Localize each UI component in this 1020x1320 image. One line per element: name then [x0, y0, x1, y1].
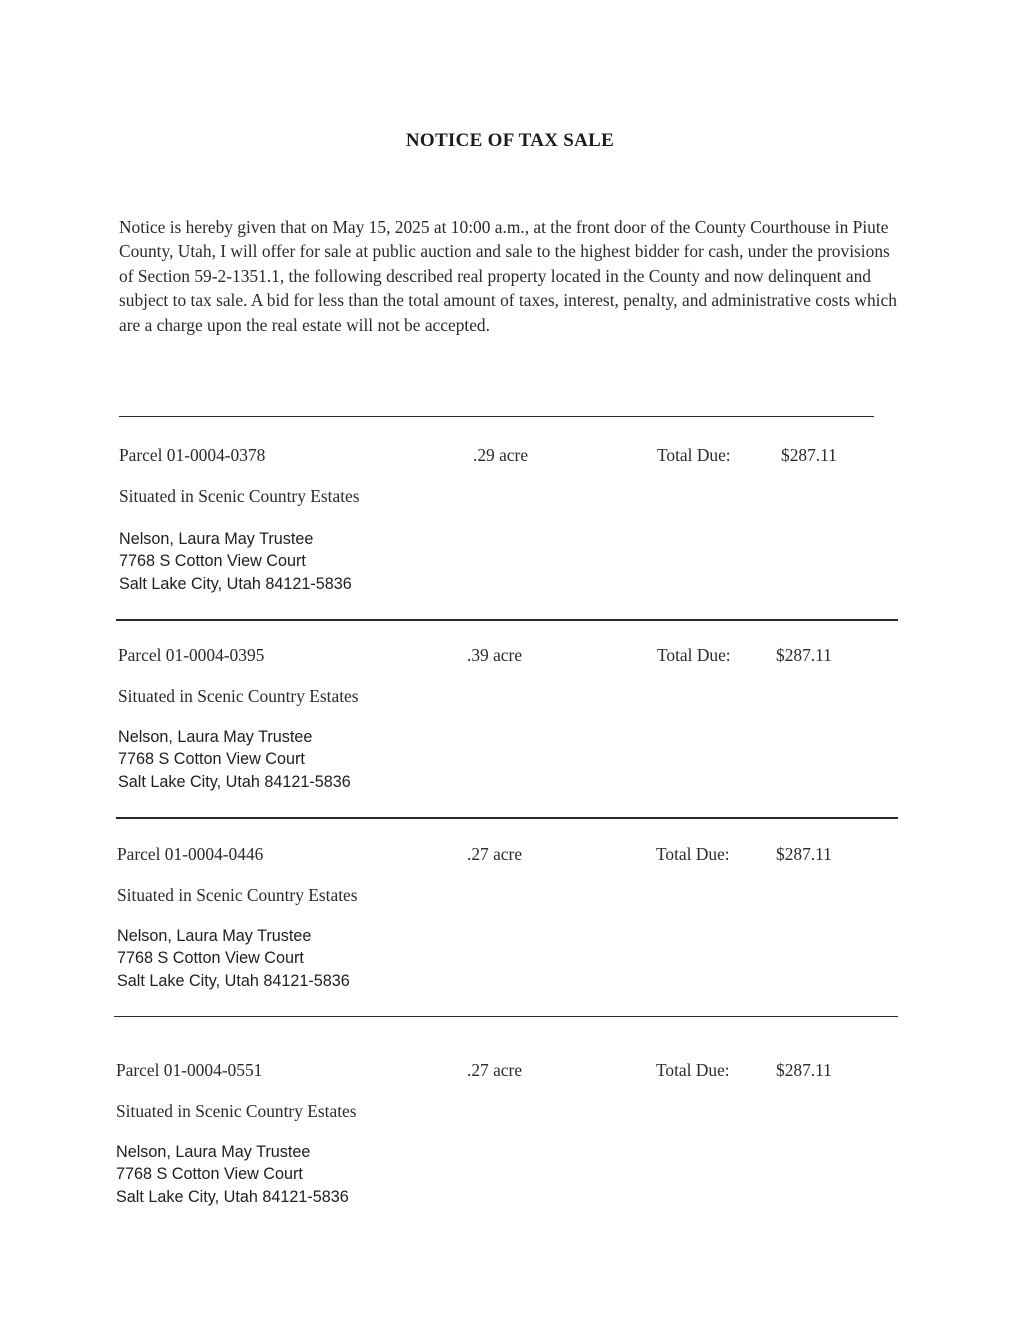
owner-address — [117, 925, 350, 992]
divider — [114, 1016, 898, 1017]
parcel-entry — [119, 445, 919, 605]
parcel-situated: Situated in Scenic Country Estates — [118, 686, 359, 706]
parcel-acreage: .27 acre — [467, 1060, 523, 1080]
divider — [116, 619, 898, 621]
parcel-number: Parcel 01-0004-0395 — [118, 645, 265, 665]
parcel-entry — [118, 645, 918, 805]
owner-street: 7768 S Cotton View Court — [116, 1165, 303, 1184]
parcel-situated: Situated in Scenic Country Estates — [117, 885, 358, 905]
total-due-label: Total Due: — [656, 1060, 730, 1080]
owner-address — [119, 528, 352, 595]
total-due-label: Total Due: — [656, 844, 730, 864]
owner-name: Nelson, Laura May Trustee — [118, 728, 313, 746]
parcel-entry — [116, 1060, 916, 1220]
total-due-amount: $287.11 — [776, 1060, 832, 1080]
divider — [119, 416, 874, 417]
parcel-situated: Situated in Scenic Country Estates — [116, 1101, 357, 1121]
owner-street: 7768 S Cotton View Court — [117, 949, 304, 968]
owner-street: 7768 S Cotton View Court — [119, 552, 306, 571]
page-title: NOTICE OF TAX SALE — [405, 130, 615, 151]
total-due-label: Total Due: — [657, 445, 731, 465]
parcel-number: Parcel 01-0004-0551 — [116, 1060, 263, 1080]
owner-address — [116, 1141, 349, 1208]
parcel-acreage: .39 acre — [467, 645, 523, 665]
total-due-amount: $287.11 — [781, 445, 837, 465]
parcel-number: Parcel 01-0004-0446 — [117, 844, 264, 864]
parcel-situated: Situated in Scenic Country Estates — [119, 486, 360, 506]
parcel-acreage: .27 acre — [467, 844, 523, 864]
parcel-entry — [117, 844, 917, 1004]
divider — [116, 817, 898, 819]
total-due-label: Total Due: — [657, 645, 731, 665]
owner-city: Salt Lake City, Utah 84121-5836 — [116, 1187, 349, 1206]
owner-address — [118, 726, 351, 793]
owner-city: Salt Lake City, Utah 84121-5836 — [117, 971, 350, 990]
owner-name: Nelson, Laura May Trustee — [119, 530, 314, 548]
owner-name: Nelson, Laura May Trustee — [116, 1143, 311, 1161]
total-due-amount: $287.11 — [776, 844, 832, 864]
parcel-number: Parcel 01-0004-0378 — [119, 445, 266, 465]
owner-name: Nelson, Laura May Trustee — [117, 927, 312, 945]
parcel-acreage: .29 acre — [473, 445, 529, 465]
owner-city: Salt Lake City, Utah 84121-5836 — [118, 772, 351, 791]
owner-street: 7768 S Cotton View Court — [118, 750, 305, 769]
total-due-amount: $287.11 — [776, 645, 832, 665]
owner-city: Salt Lake City, Utah 84121-5836 — [119, 574, 352, 593]
notice-paragraph: Notice is hereby given that on May 15, 2025 at 10:00 a.m., at the front door of the County Courthouse in Piute County, Utah, I will offer for sale at public auction and sale to the highest bidder for cash, under the provisions of Section 59-2-1351.1, the following described real property located in the County and now delinquent and subject to tax sale. A bid for less than the total amount of taxes, interest, penalty, and administrative costs which are a charge upon the real estate will not be accepted. — [119, 217, 897, 335]
